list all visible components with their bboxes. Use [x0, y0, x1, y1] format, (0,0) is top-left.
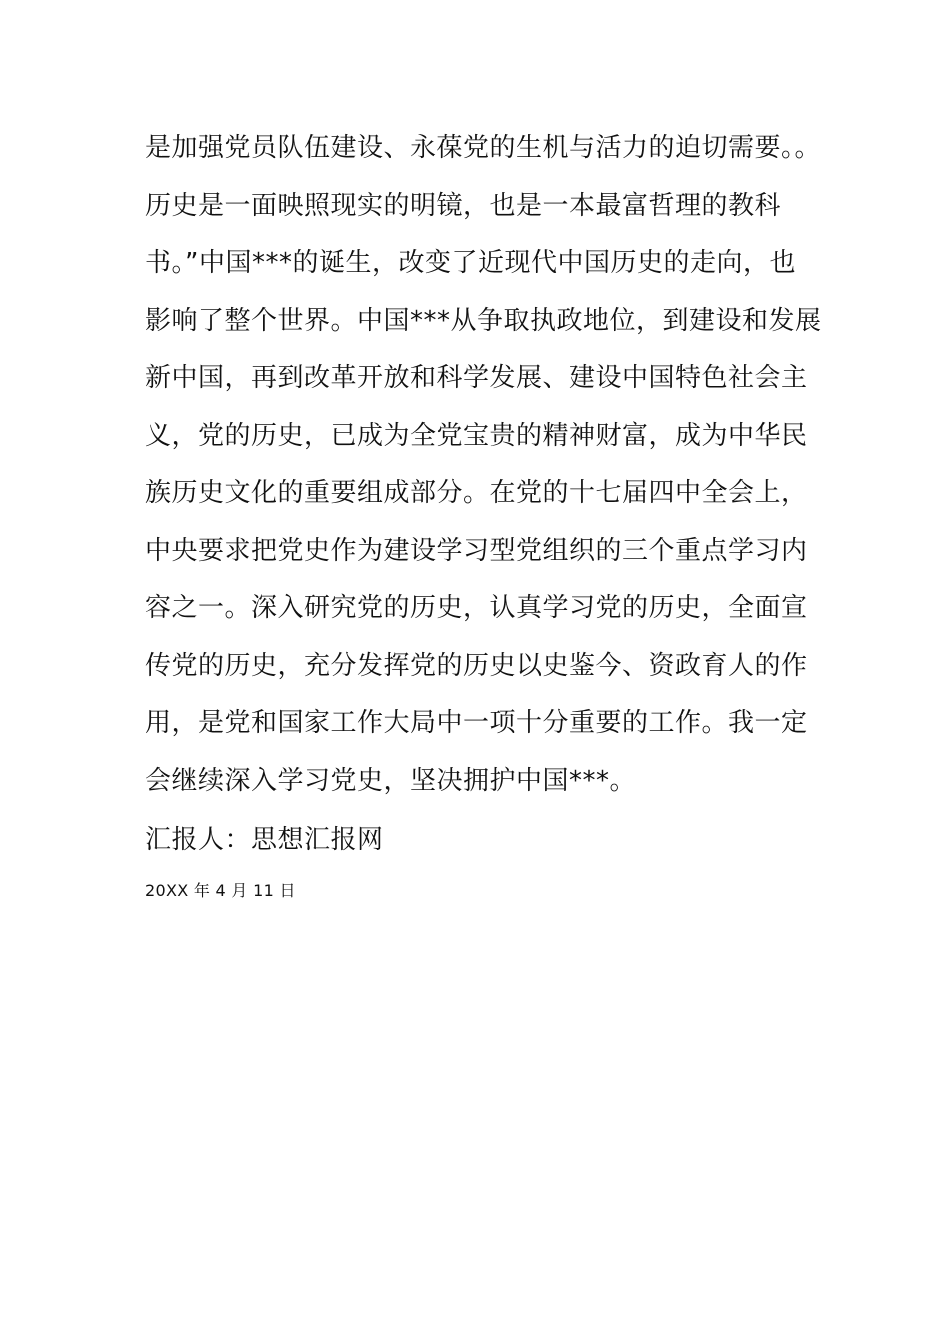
- document-body: [145, 120, 822, 902]
- text-line: 影响了整个世界。中国***从争取执政地位，到建设和发展: [145, 305, 822, 336]
- text-line: 会继续深入学习党史，坚决拥护中国***。: [145, 765, 637, 796]
- paragraph-1: [145, 120, 822, 178]
- text-line: 用，是党和国家工作大局中一项十分重要的工作。我一定: [145, 708, 808, 738]
- text-line: 历史是一面映照现实的明镜，也是一本最富哲理的教科: [145, 190, 782, 221]
- text-line: 中央要求把党史作为建设学习型党组织的三个重点学习内: [145, 535, 808, 566]
- report-date: 20XX 年 4 月 11 日: [145, 880, 296, 900]
- text-line: 族历史文化的重要组成部分。在党的十七届四中全会上，: [145, 478, 808, 508]
- text-line: 传党的历史，充分发挥党的历史以史鉴今、资政育人的作: [145, 650, 808, 681]
- text-line: 新中国，再到改革开放和科学发展、建设中国特色社会主: [145, 363, 808, 393]
- reporter-line: 汇报人：思想汇报网: [145, 825, 384, 855]
- text-line: 书。”中国***的诞生，改变了近现代中国历史的走向，也: [145, 248, 796, 278]
- text-line: 是加强党员队伍建设、永葆党的生机与活力的迫切需要。。: [145, 133, 822, 163]
- signature-block: [145, 812, 810, 902]
- text-line: 容之一。深入研究党的历史，认真学习党的历史，全面宣: [145, 593, 808, 623]
- text-line: 义，党的历史，已成为全党宝贵的精神财富，成为中华民: [145, 420, 808, 451]
- paragraph-2: [145, 178, 822, 811]
